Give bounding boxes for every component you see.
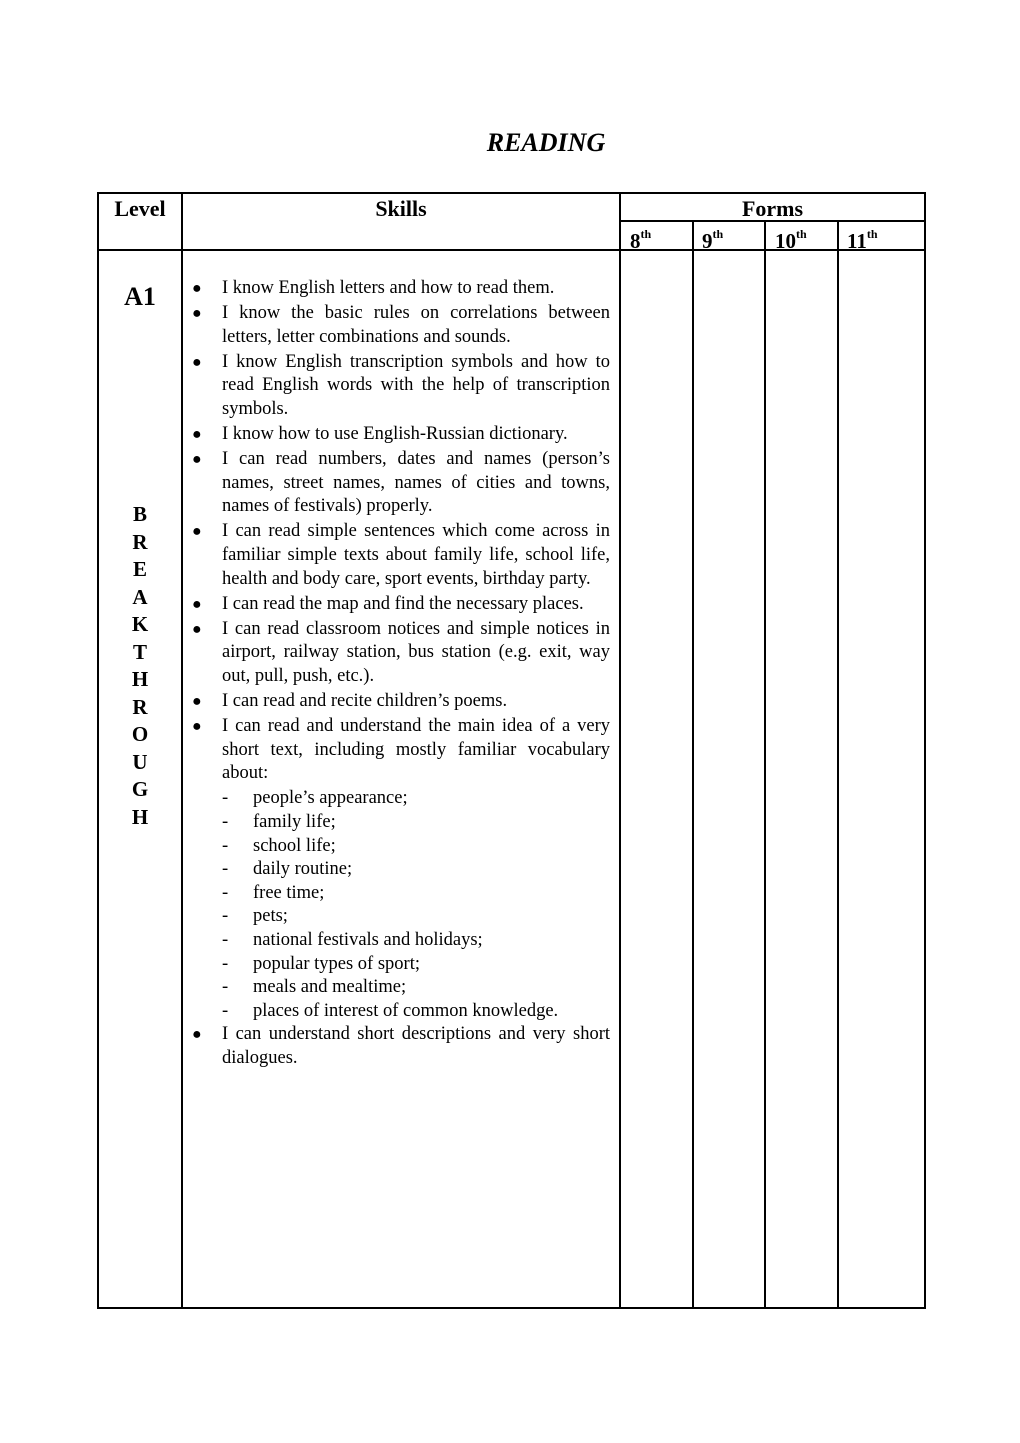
dash-marker: - bbox=[222, 906, 229, 927]
skill-text: I know English letters and how to read them. bbox=[222, 278, 555, 298]
grade-10-column-divider bbox=[837, 220, 839, 1309]
bullet-icon: ● bbox=[192, 693, 202, 711]
skill-subitem-text: family life; bbox=[253, 812, 336, 833]
dash-marker: - bbox=[222, 882, 229, 903]
skills-list bbox=[184, 277, 610, 1072]
skill-text: I know the basic rules on correlations between letters, letter combinations and sounds. bbox=[222, 303, 610, 347]
skill-text: I can read numbers, dates and names (person’s names, street names, names of cities and towns, names of festivals) properly. bbox=[222, 449, 610, 517]
dash-marker: - bbox=[222, 953, 229, 974]
level-name-letter: B bbox=[132, 502, 147, 526]
level-name-letter: E bbox=[132, 557, 147, 581]
skill-item bbox=[184, 448, 610, 519]
skill-subitem-text: people’s appearance; bbox=[253, 788, 408, 809]
dash-marker: - bbox=[222, 859, 229, 880]
dash-marker: - bbox=[222, 930, 229, 951]
skill-text: I know English transcription symbols and how to read English words with the help of transcription symbols. bbox=[222, 351, 610, 419]
skill-subitem bbox=[184, 858, 610, 882]
skill-subitem-text: daily routine; bbox=[253, 859, 353, 880]
skill-subitem-text: free time; bbox=[253, 882, 325, 903]
bullet-icon: ● bbox=[192, 353, 202, 371]
skill-text: I can read simple sentences which come across in familiar simple texts about family life, school life, health and body care, sport events, birthday party. bbox=[222, 521, 610, 589]
skill-item bbox=[184, 1023, 610, 1070]
level-name-letter: O bbox=[131, 722, 149, 746]
bullet-icon: ● bbox=[192, 718, 202, 736]
skill-text: I can understand short descriptions and very short dialogues. bbox=[222, 1024, 610, 1068]
dash-marker: - bbox=[222, 977, 229, 998]
skill-item bbox=[184, 593, 610, 617]
level-name-letter: G bbox=[131, 777, 149, 801]
skill-subitem-text: meals and mealtime; bbox=[253, 977, 407, 998]
level-header: Level bbox=[114, 196, 166, 221]
level-name-letter: T bbox=[132, 639, 147, 664]
level-name-vertical bbox=[98, 501, 182, 831]
bullet-icon: ● bbox=[192, 451, 202, 469]
grade-8-column-divider bbox=[692, 220, 694, 1309]
skill-subitem bbox=[184, 976, 610, 1000]
bullet-icon: ● bbox=[192, 426, 202, 444]
skill-item bbox=[184, 690, 610, 714]
skill-subitem bbox=[184, 1000, 610, 1024]
skill-subitem bbox=[184, 835, 610, 859]
level-name-letter: H bbox=[131, 667, 149, 691]
skill-subitem bbox=[184, 929, 610, 953]
bullet-icon: ● bbox=[192, 305, 202, 323]
skill-item bbox=[184, 715, 610, 786]
level-name-letter: U bbox=[132, 749, 148, 774]
dash-marker: - bbox=[222, 1000, 229, 1021]
level-name-letter: R bbox=[132, 694, 148, 719]
bullet-icon: ● bbox=[192, 595, 202, 613]
skills-column-divider bbox=[619, 192, 621, 1309]
bullet-icon: ● bbox=[192, 620, 202, 638]
level-name-letter: A bbox=[132, 584, 148, 609]
skill-subitem bbox=[184, 953, 610, 977]
skill-item bbox=[184, 423, 610, 447]
skill-text: I can read classroom notices and simple notices in airport, railway station, bus station (e.g. exit, way out, pull, push, etc.). bbox=[222, 618, 610, 686]
skill-text: I can read and recite children’s poems. bbox=[222, 691, 508, 712]
dash-marker: - bbox=[222, 812, 229, 833]
grade-10-header: 10th bbox=[775, 227, 807, 253]
skill-item bbox=[184, 351, 610, 422]
skills-header: Skills bbox=[375, 196, 427, 221]
skill-text: I can read the map and find the necessary places. bbox=[222, 593, 584, 614]
grade-11-header: 11th bbox=[847, 227, 878, 253]
level-name-letter: R bbox=[132, 529, 148, 554]
level-code: A1 bbox=[124, 282, 156, 311]
skill-item bbox=[184, 520, 610, 591]
bullet-icon: ● bbox=[192, 1026, 202, 1044]
level-name-letter: K bbox=[131, 612, 149, 636]
grade-9-column-divider bbox=[764, 220, 766, 1309]
bullet-icon: ● bbox=[192, 523, 202, 541]
forms-header: Forms bbox=[741, 196, 804, 221]
grade-8-header: 8th bbox=[630, 227, 652, 253]
level-name-letter: H bbox=[131, 804, 149, 829]
page-title: READING bbox=[486, 128, 606, 157]
skill-text: I know how to use English-Russian dictionary. bbox=[222, 424, 568, 445]
skill-item bbox=[184, 302, 610, 349]
skill-subitem bbox=[184, 787, 610, 811]
skill-subitem bbox=[184, 811, 610, 835]
skill-item bbox=[184, 277, 610, 301]
skill-subitem-text: national festivals and holidays; bbox=[253, 930, 483, 951]
skill-subitem-text: school life; bbox=[253, 835, 336, 856]
skill-subitem bbox=[184, 882, 610, 906]
skill-subitem-text: places of interest of common knowledge. bbox=[253, 1000, 559, 1021]
dash-marker: - bbox=[222, 788, 229, 809]
skill-item bbox=[184, 618, 610, 689]
grade-9-header: 9th bbox=[702, 227, 724, 253]
skill-subitem bbox=[184, 905, 610, 929]
bullet-icon: ● bbox=[192, 280, 202, 297]
dash-marker: - bbox=[222, 835, 229, 856]
skill-subitem-text: pets; bbox=[253, 906, 288, 927]
skill-subitem-text: popular types of sport; bbox=[253, 953, 420, 974]
skill-text: I can read and understand the main idea of a very short text, including mostly familiar vocabulary about: bbox=[222, 716, 610, 784]
